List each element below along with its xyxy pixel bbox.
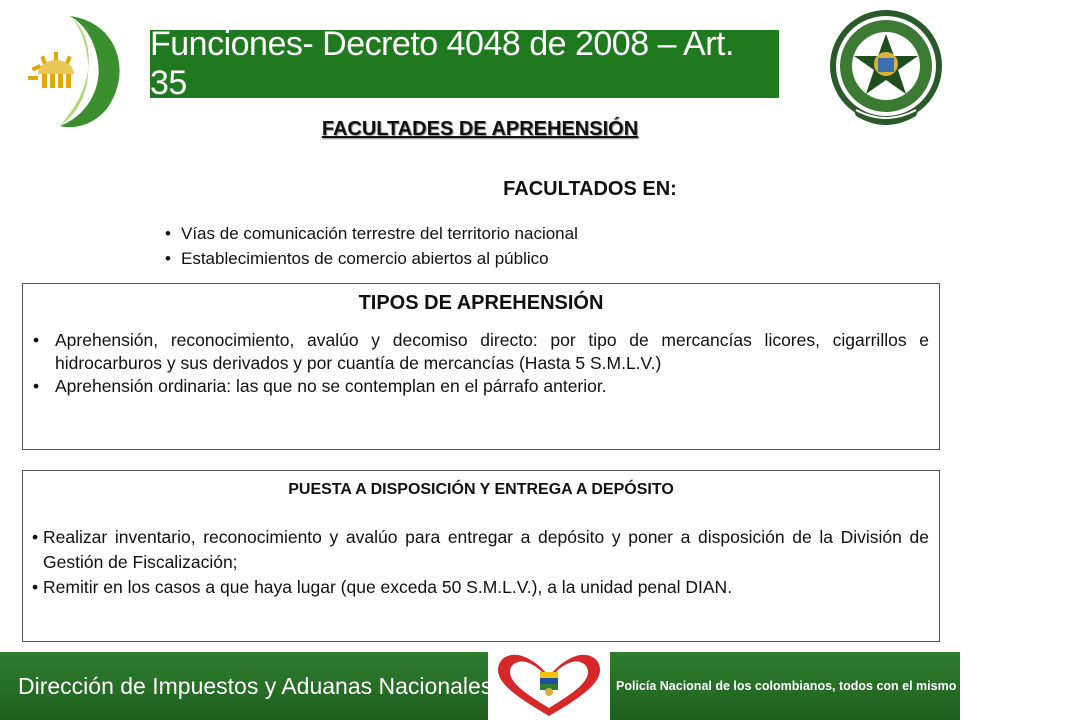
facultados-en-heading: FACULTADOS EN: xyxy=(503,178,677,200)
footer xyxy=(0,652,1008,720)
puesta-box xyxy=(22,470,940,642)
footer-right xyxy=(610,652,1008,720)
list-item: • Aprehensión ordinaria: las que no se contemplan en el párrafo anterior. xyxy=(23,375,939,398)
tipos-title: TIPOS DE APREHENSIÓN xyxy=(358,292,604,314)
footer-right-text: Policía Nacional de los colombianos, todos con el mismo corazón xyxy=(616,679,1008,693)
heart-emblem xyxy=(488,652,610,720)
facultades-heading: FACULTADES DE APREHENSIÓN xyxy=(321,118,639,140)
puesta-title: PUESTA A DISPOSICIÓN Y ENTREGA A DEPÓSITO xyxy=(288,481,674,498)
list-item: • Remitir en los casos a que haya lugar (que exceda 50 S.M.L.V.), a la unidad penal DIAN. xyxy=(23,575,939,600)
footer-left xyxy=(0,652,493,720)
puesta-list xyxy=(23,525,939,600)
list-item: • Vías de comunicación terrestre del territorio nacional xyxy=(165,221,578,246)
dian-logo xyxy=(20,12,130,132)
tipos-box xyxy=(22,283,940,450)
policia-nacional-seal xyxy=(826,6,946,134)
slide-title: Funciones- Decreto 4048 de 2008 – Art. 35 xyxy=(150,25,734,102)
list-item: • Establecimientos de comercio abiertos al público xyxy=(165,246,578,271)
footer-left-text: Dirección de Impuestos y Aduanas Nacionales xyxy=(18,672,493,699)
facultados-list xyxy=(165,221,578,271)
list-item: • Aprehensión, reconocimiento, avalúo y decomiso directo: por tipo de mercancías licores, cigarrillos e hidrocarburos y sus derivados y por cuantía de mercancías (Hasta 5 S.M.L.V.) xyxy=(23,329,939,375)
title-banner xyxy=(150,25,779,102)
tipos-list xyxy=(23,329,939,398)
list-item: • Realizar inventario, reconocimiento y avalúo para entregar a depósito y poner a disposición de la División de Gestión de Fiscalización; xyxy=(23,525,939,575)
